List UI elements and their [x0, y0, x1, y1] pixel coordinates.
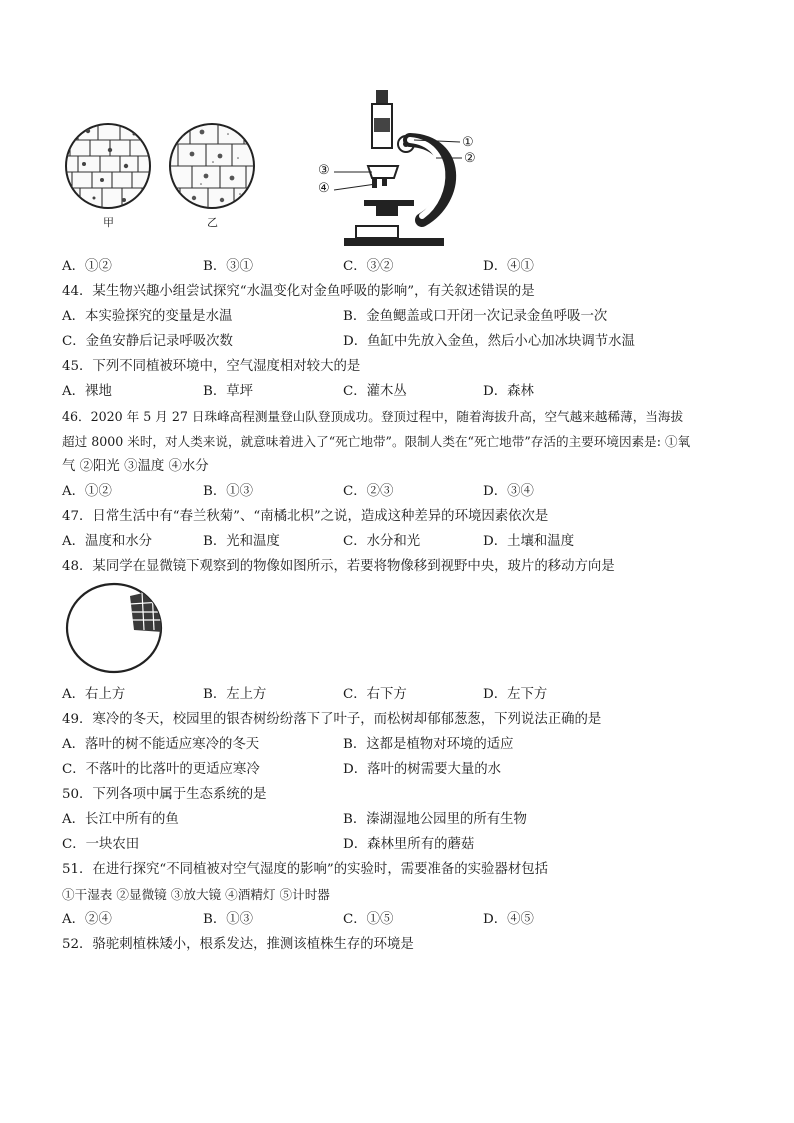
q51-option-a: A．②④	[62, 912, 112, 927]
q46-option-c: C．②③	[343, 484, 394, 499]
q51-option-d: D．④⑤	[483, 912, 534, 927]
q44-option-a: A．本实验探究的变量是水温	[62, 309, 233, 324]
q46-option-b: B．①③	[203, 484, 254, 499]
microscope-label-1: ①	[462, 135, 474, 150]
q44-option-b: B．金鱼鳃盖或口开闭一次记录金鱼呼吸一次	[343, 309, 608, 324]
q48-option-c: C．右下方	[343, 687, 407, 702]
q50-option-a: A．长江中所有的鱼	[62, 812, 179, 827]
q49-option-c: C．不落叶的比落叶的更适应寒冷	[62, 762, 260, 777]
q51-stem: 51．在进行探究“不同植被对空气湿度的影响”的实验时，需要准备的实验器材包括	[62, 862, 549, 877]
q50-option-d: D．森林里所有的蘑菇	[343, 837, 475, 852]
q49-option-d: D．落叶的树需要大量的水	[343, 762, 502, 777]
q44-option-c: C．金鱼安静后记录呼吸次数	[62, 334, 233, 349]
cell-figure-jia	[64, 122, 152, 210]
q47-option-a: A．温度和水分	[62, 534, 153, 549]
q48-option-d: D．左下方	[483, 687, 548, 702]
q47-option-d: D．土壤和温度	[483, 534, 575, 549]
q51-option-b: B．①③	[203, 912, 254, 927]
microscope-label-4: ④	[318, 181, 330, 196]
q46-stem-line3: 气 ②阳光 ③温度 ④水分	[62, 459, 209, 474]
q51-option-c: C．①⑤	[343, 912, 394, 927]
q44-stem: 44．某生物兴趣小组尝试探究“水温变化对金鱼呼吸的影响”，有关叙述错误的是	[62, 284, 535, 299]
cell-label-yi: 乙	[207, 216, 218, 229]
q49-stem: 49．寒冷的冬天，校园里的银杏树纷纷落下了叶子，而松树却郁郁葱葱，下列说法正确的是	[62, 712, 602, 727]
cell-label-jia: 甲	[103, 216, 114, 229]
q50-option-b: B．溱湖湿地公园里的所有生物	[343, 812, 527, 827]
q45-stem: 45．下列不同植被环境中，空气湿度相对较大的是	[62, 359, 361, 374]
microscope-label-3: ③	[318, 163, 330, 178]
q49-option-a: A．落叶的树不能适应寒冷的冬天	[62, 737, 260, 752]
q47-stem: 47．日常生活中有“春兰秋菊”、“南橘北枳”之说，造成这种差异的环境因素依次是	[62, 509, 549, 524]
q52-stem: 52．骆驼刺植株矮小，根系发达，推测该植株生存的环境是	[62, 937, 414, 952]
q45-option-d: D．森林	[483, 384, 534, 399]
q43-option-b: B．③①	[203, 259, 254, 274]
q49-option-b: B．这都是植物对环境的适应	[343, 737, 514, 752]
q47-option-c: C．水分和光	[343, 534, 421, 549]
q51-items: ①干湿表 ②显微镜 ③放大镜 ④酒精灯 ⑤计时器	[62, 887, 330, 902]
q45-option-c: C．灌木丛	[343, 384, 407, 399]
q43-option-d: D．④①	[483, 259, 534, 274]
q45-option-a: A．裸地	[62, 384, 112, 399]
q50-stem: 50．下列各项中属于生态系统的是	[62, 787, 267, 802]
q44-option-d: D．鱼缸中先放入金鱼，然后小心加冰块调节水温	[343, 334, 635, 349]
q43-option-a: A．①②	[62, 259, 112, 274]
q46-option-a: A．①②	[62, 484, 112, 499]
q48-stem: 48．某同学在显微镜下观察到的物像如图所示，若要将物像移到视野中央，玻片的移动方向是	[62, 559, 615, 574]
cell-figure-yi	[168, 122, 256, 210]
q48-option-b: B．左上方	[203, 687, 267, 702]
q45-option-b: B．草坪	[203, 384, 254, 399]
q46-option-d: D．③④	[483, 484, 534, 499]
microscope-field-figure	[64, 582, 164, 674]
q43-option-c: C．③②	[343, 259, 394, 274]
q48-option-a: A．右上方	[62, 687, 126, 702]
q47-option-b: B．光和温度	[203, 534, 280, 549]
q46-stem-line2: 超过 8000 米时，对人类来说，就意味着进入了“死亡地带”。限制人类在“死亡地带”存活的主要环境因素是: ①氧	[62, 434, 691, 449]
microscope-figure	[310, 88, 490, 248]
microscope-label-2: ②	[464, 151, 476, 166]
q50-option-c: C．一块农田	[62, 837, 140, 852]
q46-stem-line1: 46．2020 年 5 月 27 日珠峰高程测量登山队登顶成功。登顶过程中，随着海拔升高，空气越来越稀薄，当海拔	[62, 409, 684, 424]
